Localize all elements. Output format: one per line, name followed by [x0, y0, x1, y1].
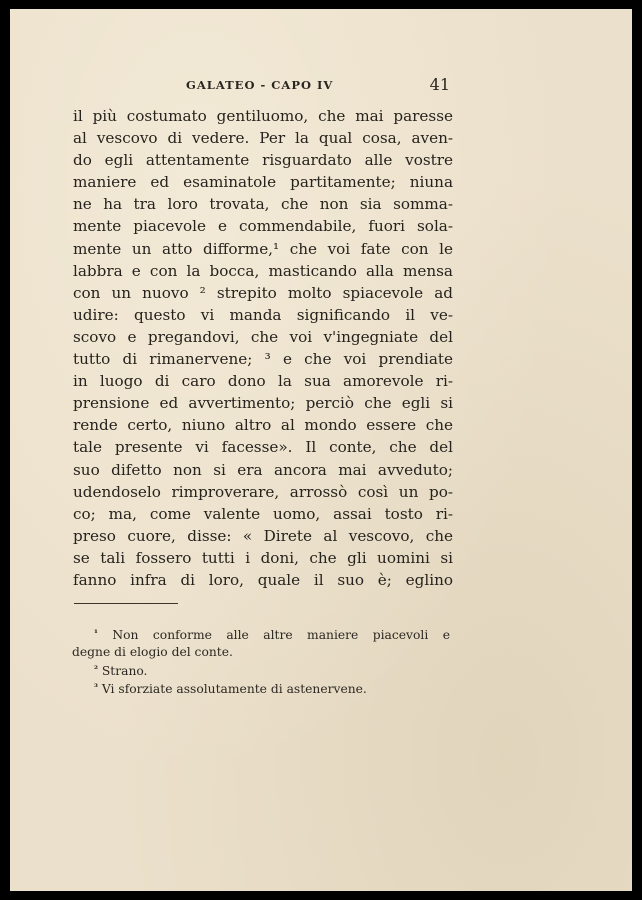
- text-line: mente piacevole e commendabile, fuori sola-: [73, 217, 453, 236]
- text-line: tale presente vi facesse». Il conte, che del: [73, 438, 453, 457]
- text-line: prensione ed avvertimento; perciò che egli si: [73, 394, 453, 413]
- text-line: al vescovo di vedere. Per la qual cosa, aven-: [73, 129, 453, 148]
- footnote-2: [72, 661, 450, 679]
- text-line: co; ma, come valente uomo, assai tosto ri-: [73, 504, 453, 523]
- footnote-text: Strano.: [101, 664, 148, 678]
- text-line: con un nuovo ² strepito molto spiacevole ad: [73, 283, 453, 302]
- text-line: scovo e pregandovi, che voi v'ingegniate del: [73, 327, 453, 346]
- footnote-text: Vi sforziate assolutamente di astenervene.: [101, 682, 367, 696]
- page-header: [84, 75, 450, 95]
- text-line: labbra e con la bocca, masticando alla mensa: [73, 261, 453, 280]
- body-text: [73, 105, 453, 591]
- text-line: udire: questo vi manda significando il ve-: [73, 305, 453, 324]
- page-number: 41: [429, 75, 450, 94]
- text-line: il più costumato gentiluomo, che mai paresse: [73, 107, 453, 125]
- footnote-1: [72, 625, 450, 643]
- text-line: fanno infra di loro, quale il suo è; eglino: [73, 570, 453, 589]
- footnote-text: Non conforme alle altre maniere piacevoli e: [112, 628, 450, 642]
- text-line: maniere ed esaminatole partitamente; niuna: [73, 173, 453, 192]
- footnote-divider: [74, 603, 178, 604]
- footnote-marker: ¹: [94, 629, 98, 639]
- running-title: GALATEO - CAPO IV: [186, 78, 334, 92]
- text-line: udendoselo rimproverare, arrossò così un po-: [73, 482, 453, 501]
- footnotes: [72, 625, 450, 697]
- text-line: mente un atto difforme,¹ che voi fate con le: [73, 239, 453, 258]
- book-page: [10, 9, 632, 891]
- text-line: rende certo, niuno altro al mondo essere che: [73, 416, 453, 435]
- text-line: suo difetto non si era ancora mai avveduto;: [73, 460, 453, 479]
- footnote-3: [72, 679, 450, 697]
- text-line: ne ha tra loro trovata, che non sia somma-: [73, 195, 453, 214]
- text-line: do egli attentamente risguardato alle vostre: [73, 151, 453, 170]
- footnote-marker: ³: [94, 683, 98, 693]
- text-line: tutto di rimanervene; ³ e che voi prendiate: [73, 350, 453, 369]
- text-line: in luogo di caro dono la sua amorevole ri-: [73, 372, 453, 391]
- text-line: preso cuore, disse: « Direte al vescovo, che: [73, 526, 453, 545]
- text-line: se tali fossero tutti i doni, che gli uomini si: [73, 548, 453, 567]
- footnote-1-continued: degne di elogio del conte.: [72, 645, 233, 659]
- footnote-marker: ²: [94, 665, 98, 675]
